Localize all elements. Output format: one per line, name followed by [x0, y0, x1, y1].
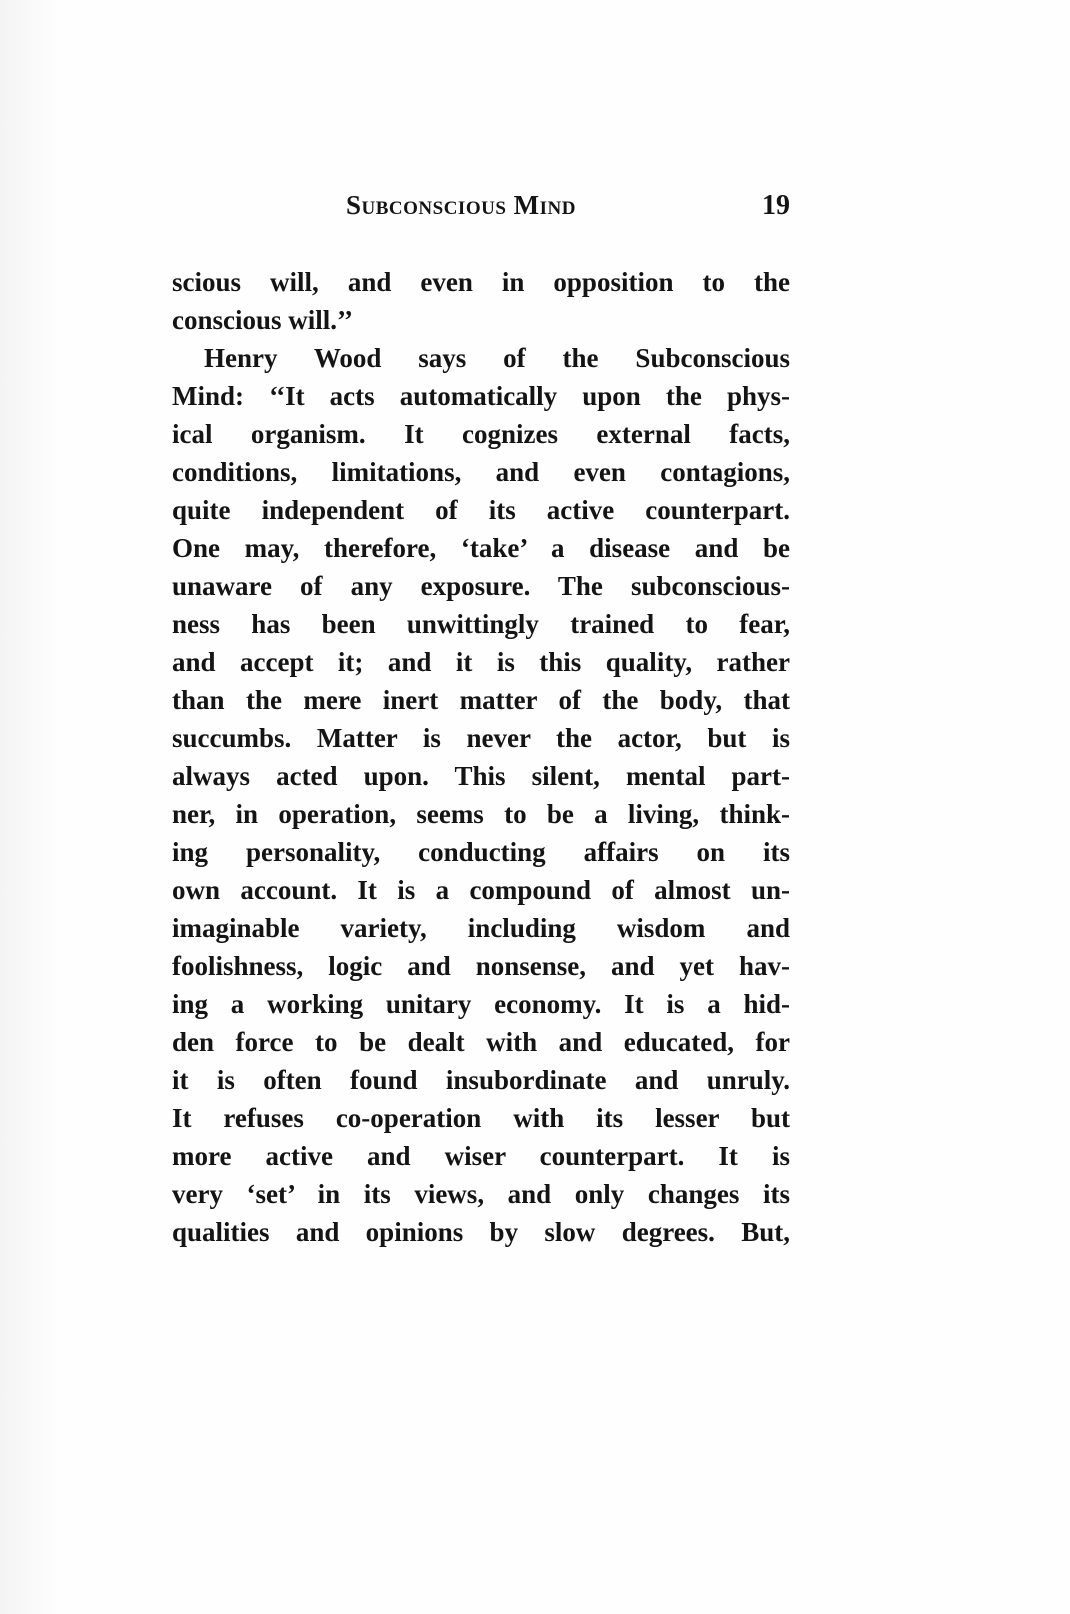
text-line: more active and wiser counterpart. It is — [172, 1141, 790, 1171]
text-line: One may, therefore, ‘take’ a disease and be — [172, 533, 790, 563]
text-line: and accept it; and it is this quality, rather — [172, 647, 790, 677]
text-line: foolishness, logic and nonsense, and yet hav- — [172, 951, 790, 981]
text-line: It refuses co-operation with its lesser but — [172, 1103, 790, 1133]
body-text — [172, 263, 790, 1251]
text-line: unaware of any exposure. The subconscious- — [172, 571, 790, 601]
text-line: ing personality, conducting affairs on its — [172, 837, 790, 867]
text-line: scious will, and even in opposition to the — [172, 267, 790, 297]
text-line: it is often found insubordinate and unruly. — [172, 1065, 790, 1095]
text-line: ing a working unitary economy. It is a hid- — [172, 989, 790, 1019]
running-title: Subconscious Mind — [346, 190, 576, 220]
text-line: ness has been unwittingly trained to fear, — [172, 609, 790, 639]
text-line: conditions, limitations, and even contagions, — [172, 457, 790, 487]
page-edge-shadow — [0, 0, 60, 1614]
text-line: Mind: ‘‘It acts automatically upon the phys- — [172, 381, 790, 411]
text-line: imaginable variety, including wisdom and — [172, 913, 790, 943]
text-line: Henry Wood says of the Subconscious — [204, 343, 790, 373]
text-line: always acted upon. This silent, mental part- — [172, 761, 790, 791]
page-header — [172, 190, 790, 230]
text-line: quite independent of its active counterpart. — [172, 495, 790, 525]
text-line: succumbs. Matter is never the actor, but is — [172, 723, 790, 753]
page-number: 19 — [762, 190, 790, 221]
text-line: ical organism. It cognizes external facts, — [172, 419, 790, 449]
text-line: den force to be dealt with and educated, for — [172, 1027, 790, 1057]
text-line: own account. It is a compound of almost un- — [172, 875, 790, 905]
text-line: ner, in operation, seems to be a living, think- — [172, 799, 790, 829]
text-line: than the mere inert matter of the body, that — [172, 685, 790, 715]
text-line: conscious will.’’ — [172, 305, 353, 335]
text-line: qualities and opinions by slow degrees. But, — [172, 1217, 790, 1247]
text-line: very ‘set’ in its views, and only changes its — [172, 1179, 790, 1209]
